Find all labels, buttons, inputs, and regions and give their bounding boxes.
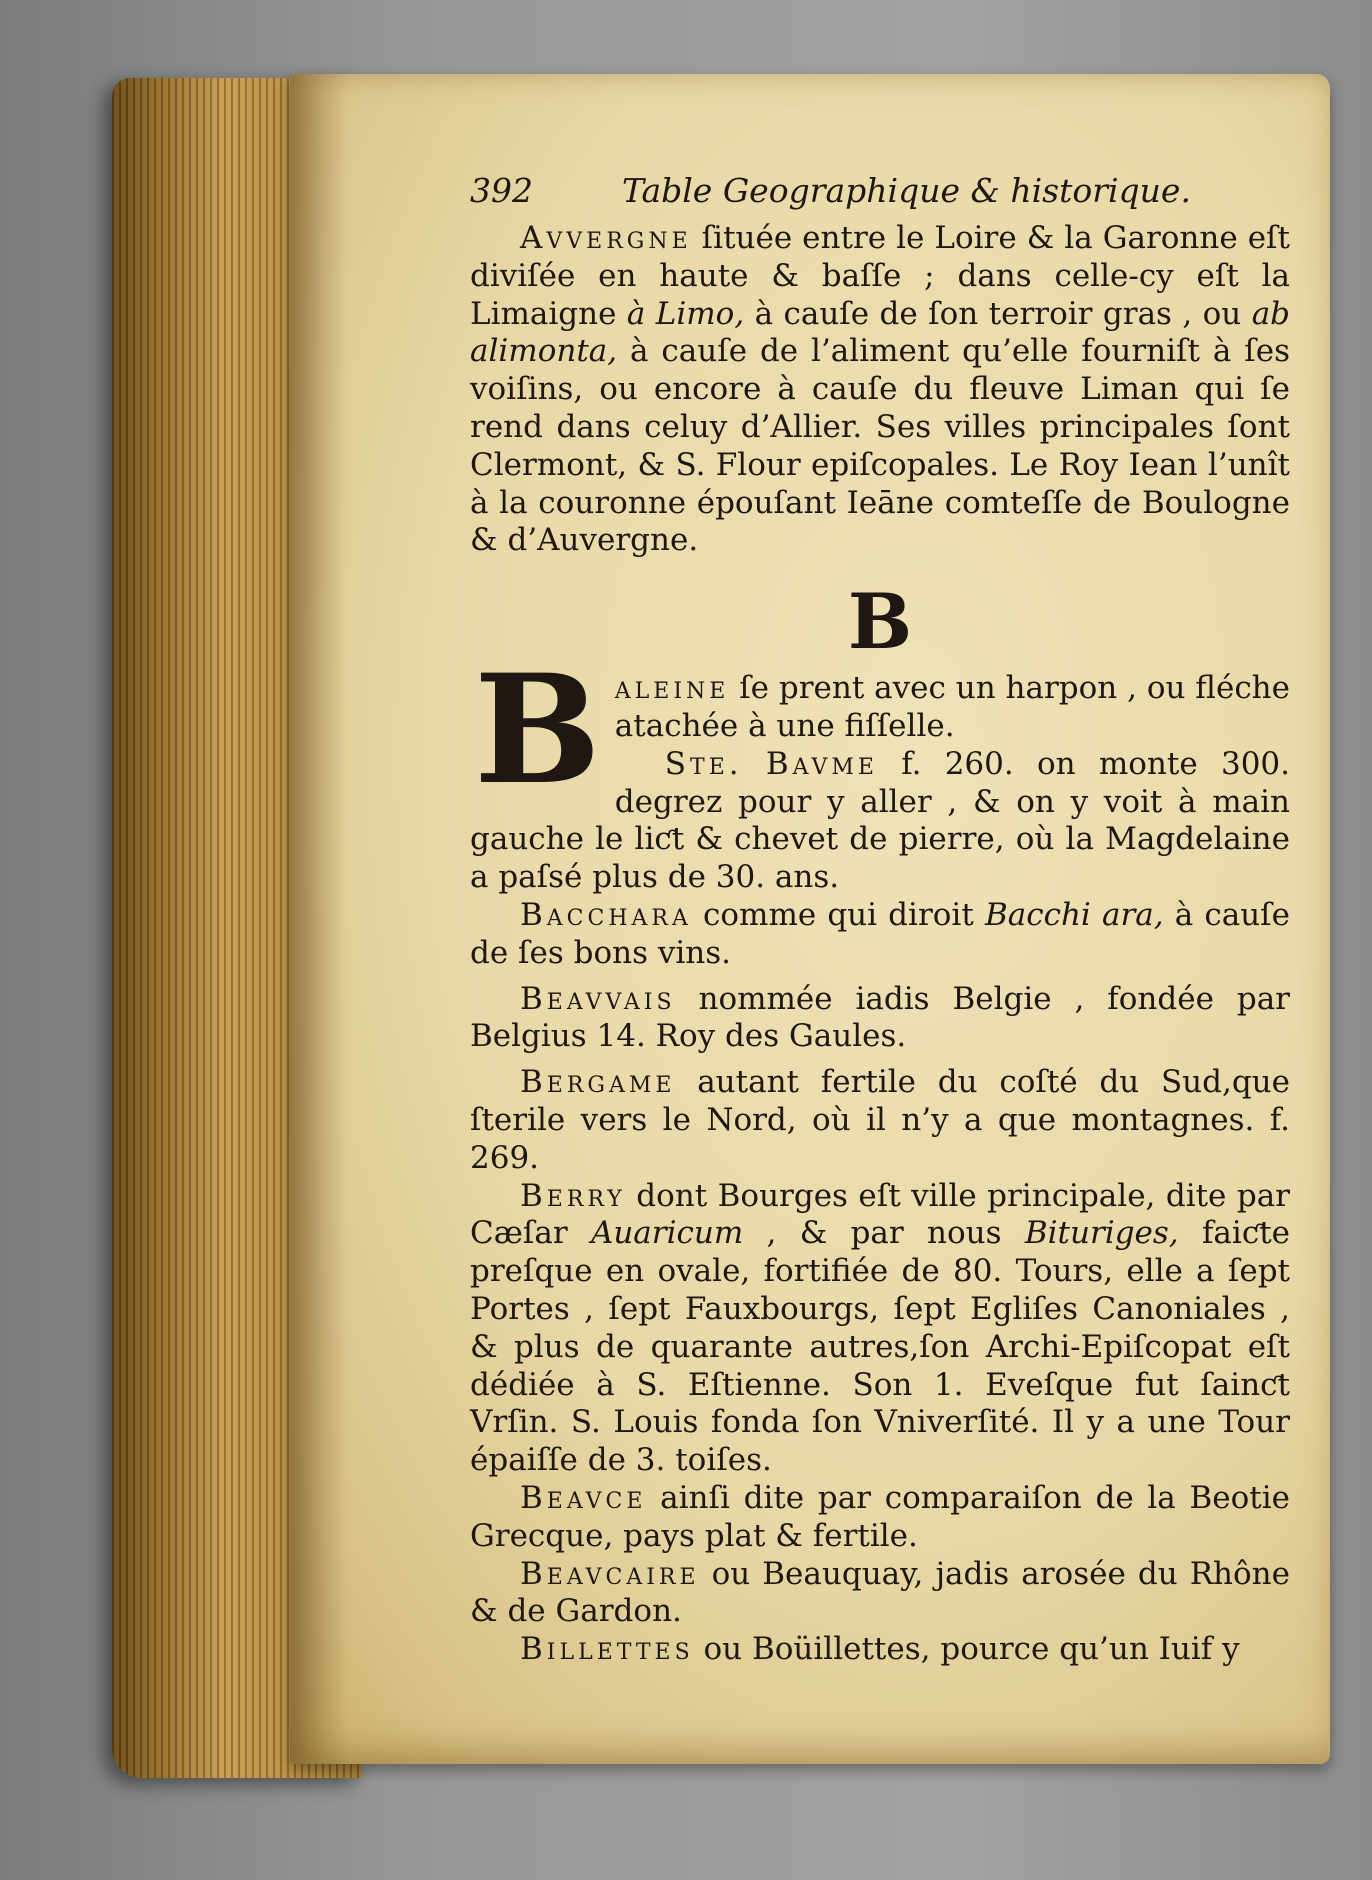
entry-text: ſituée entre le Loire & la Garonne eſt diviſée en haute & baſſe ; dans celle-cy eſt la Limaigne — [470, 220, 1290, 332]
page-body — [470, 220, 1290, 1669]
entry-prefix: Ste. — [664, 745, 743, 782]
entry-bacchara — [470, 897, 1290, 973]
entry-head: Bergame — [520, 1064, 676, 1101]
entry-beaucaire — [470, 1556, 1290, 1632]
page-header — [470, 171, 1310, 211]
entry-text: ou Boüillettes, pource qu’un Iuif y — [693, 1631, 1240, 1668]
entry-text: faiƈte preſque en ovale, fortifiée de 80. Tours, elle a ſept Portes , ſept Fauxbourgs, ſept Egliſes Canoniales , & plus de quarante autres,ſon Archi-Epiſcopat eſt dédiée à S. Eſtienne. Son 1. Eveſque fut ſainƈt Vrſin. S. Louis fonda ſon Vniverſité. Il y a une Tour épaiſſe de 3. toiſes. — [470, 1215, 1290, 1479]
entry-text: à cauſe de l’aliment qu’elle fourniſt à ſes voiſins, ou encore à cauſe du fleuve Liman qui ſe rend dans celuy d’Allier. Ses villes principales ſont Clermont, & S. Flour epiſcopales. Le Roy Iean l’unît à la couronne épouſant Ieāne comteſſe de Boulogne & d’Auvergne. — [470, 333, 1290, 559]
entry-beauvais — [470, 981, 1290, 1057]
section-letter-heading: B — [847, 577, 913, 667]
entry-head: Beavvais — [520, 980, 676, 1017]
running-title: Table Geographique & historique. — [622, 171, 1191, 210]
entry-italic: à Limo, — [626, 295, 745, 332]
entry-head: Beavcaire — [520, 1555, 700, 1592]
entry-text: f. 260. on monte 300. degrez pour y aller , & on y voit à main gauche le liƈt & chevet de pierre, où la Magdelaine a paſsé plus de 30. ans. — [470, 745, 1290, 896]
entry-text: , & par nous — [743, 1215, 1025, 1252]
entry-beauce — [470, 1480, 1290, 1556]
entry-text: ſe prent avec un harpon , ou fléche atachée à une fiſſelle. — [614, 670, 1290, 744]
book-page — [290, 74, 1330, 1764]
entry-bergame — [470, 1064, 1290, 1177]
page-number: 392 — [470, 171, 533, 210]
entry-text: nommée iadis Belgie , fondée par Belgius 14. Roy des Gaules. — [470, 980, 1290, 1055]
entry-head: Billettes — [520, 1631, 694, 1668]
entry-italic: Auaricum — [590, 1215, 744, 1252]
spacer — [470, 1056, 1290, 1064]
entry-text: à cauſe de ſon terroir gras , ou — [744, 295, 1252, 332]
drop-cap: B — [474, 642, 601, 819]
entry-text: à cauſe de ſes bons vins. — [470, 896, 1291, 971]
entry-head: aleine — [614, 670, 730, 707]
entry-text: dont Bourges eſt ville principale, dite par Cæſar — [470, 1177, 1290, 1252]
entry-text: autant fertile du coſté du Sud,que ſterile vers le Nord, où il n’y a que montagnes. f. 269. — [470, 1064, 1290, 1176]
gutter-shadow — [290, 74, 350, 1764]
entry-head: Bavme — [765, 745, 878, 782]
entry-head: Berry — [520, 1177, 626, 1214]
entry-head: Bacchara — [520, 896, 692, 933]
entry-italic: Bacchi ara, — [984, 896, 1164, 933]
entry-head: Beavce — [520, 1479, 647, 1516]
entry-text: ainſi dite par comparaiſon de la Beotie Grecque, pays plat & fertile. — [470, 1479, 1290, 1554]
entry-italic: ab alimonta, — [470, 295, 1291, 370]
entry-billettes — [470, 1631, 1290, 1669]
entry-text: comme qui diroit — [691, 896, 985, 933]
entry-head: Avvergne — [520, 220, 692, 256]
entry-italic: Bituriges, — [1024, 1215, 1179, 1252]
spacer — [470, 973, 1290, 981]
entry-berry — [470, 1178, 1290, 1480]
entry-auvergne — [470, 220, 1290, 560]
entry-text: ou Beauquay, jadis arosée du Rhône & de Gardon. — [470, 1555, 1290, 1630]
